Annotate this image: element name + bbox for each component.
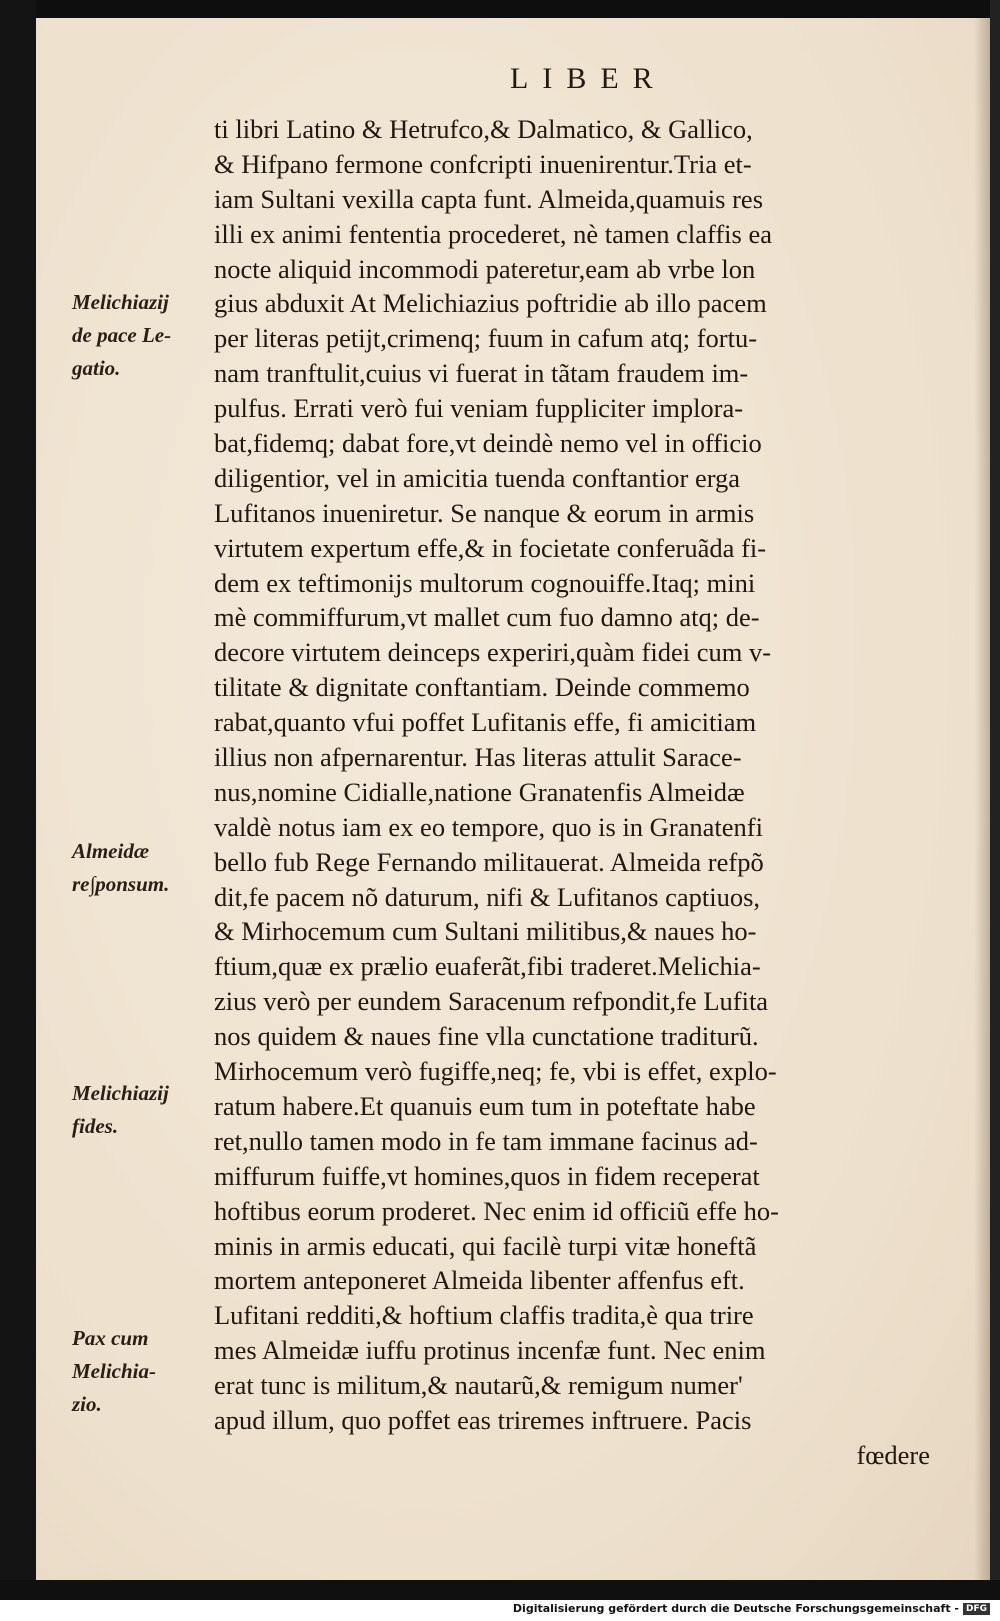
scan-border-bottom bbox=[0, 1580, 1000, 1600]
text-line: virtutem expertum effe,& in focietate conferuãda fi- bbox=[214, 532, 767, 563]
text-line: ti libri Latino & Hetrufco,& Dalmatico, & Gallico, bbox=[214, 114, 753, 144]
text-line: iam Sultani vexilla capta funt. Almeida,quamuis res bbox=[214, 183, 764, 214]
text-line: illi ex animi fententia procederet, nè tamen claffis ea bbox=[214, 218, 772, 249]
text-line: zius verò per eundem Saracenum refpondit,fe Lufita bbox=[214, 986, 769, 1017]
text-line: bello fub Rege Fernando militauerat. Almeida refpõ bbox=[214, 846, 764, 877]
page-edge-shadow bbox=[974, 18, 990, 1580]
text-line: mè commiffurum,vt mallet cum fuo damno atq; de- bbox=[214, 602, 760, 633]
text-line: Lufitanos inueniretur. Se nanque & eorum in armis bbox=[214, 497, 755, 528]
text-line: ftium,quæ ex prælio euaferãt,fibi traderet.Melichia- bbox=[214, 951, 761, 982]
text-line: Lufitani redditi,& hoftium claffis tradita,è qua trire bbox=[214, 1300, 754, 1331]
text-line: mortem anteponeret Almeida libenter affenfus eft. bbox=[214, 1265, 745, 1296]
text-line: rabat,quanto vfui poffet Lufitanis effe, fi amicitiam bbox=[214, 707, 757, 738]
text-line: per literas petijt,crimenq; fuum in cafum atq; fortu- bbox=[214, 323, 758, 354]
margin-note-line: de pace Le- bbox=[72, 323, 172, 347]
text-line: dem ex teftimonijs multorum cognouiffe.Itaq; mini bbox=[214, 567, 756, 598]
text-line: illius non afpernarentur. Has literas attulit Sarace- bbox=[214, 742, 742, 773]
text-line: nos quidem & naues fine vlla cunctatione traditurũ. bbox=[214, 1021, 759, 1052]
dfg-logo: DFG bbox=[963, 1603, 990, 1615]
text-line: minis in armis educati, qui facilè turpi vitæ honeftã bbox=[214, 1230, 757, 1261]
scan-border-top bbox=[0, 0, 1000, 18]
text-line: dit,fe pacem nõ daturum, nifi & Lufitanos captiuos, bbox=[214, 881, 761, 912]
text-line: nus,nomine Cidialle,natione Granatenfis Almeidæ bbox=[214, 776, 745, 807]
margin-note-line: re∫ponsum. bbox=[72, 872, 170, 896]
text-line: & Hifpano fermone confcripti inuenirentur.Tria et- bbox=[214, 148, 752, 179]
text-line: tilitate & dignitate conftantiam. Deinde commemo bbox=[214, 672, 750, 703]
text-line: apud illum, quo poffet eas triremes inftruere. Pacis bbox=[214, 1404, 752, 1435]
text-line: nocte aliquid incommodi pateretur,eam ab vrbe lon bbox=[214, 253, 756, 284]
margin-note-line: Melichia- bbox=[72, 1359, 156, 1383]
text-line: mes Almeidæ iuffu protinus incenfæ funt. Nec enim bbox=[214, 1335, 766, 1366]
scan-border-right bbox=[990, 0, 1000, 1600]
margin-note-line: gatio. bbox=[72, 356, 121, 380]
margin-note-pax bbox=[72, 1322, 212, 1421]
text-line: decore virtutem deinceps experiri,quàm fidei cum v- bbox=[214, 637, 772, 668]
running-head: LIBER bbox=[510, 62, 667, 95]
scan-border-left bbox=[0, 0, 36, 1600]
catchword: fœdere bbox=[856, 1439, 930, 1470]
text-line: Mirhocemum verò fugiffe,neq; fe, vbi is effet, explo- bbox=[214, 1056, 777, 1087]
digitization-credit-text: Digitalisierung gefördert durch die Deutsche Forschungsgemeinschaft - bbox=[512, 1602, 959, 1615]
text-line: erat tunc is militum,& nautarũ,& remigum numer' bbox=[214, 1370, 743, 1401]
digitization-credit bbox=[513, 1602, 990, 1615]
text-line: bat,fidemq; dabat fore,vt deindè nemo vel in officio bbox=[214, 428, 762, 459]
text-line: valdè notus iam ex eo tempore, quo is in Granatenfi bbox=[214, 811, 763, 842]
margin-note-line: Melichiazij bbox=[72, 1081, 169, 1105]
text-line: pulfus. Errati verò fui veniam fuppliciter implora- bbox=[214, 393, 744, 424]
text-line: nam tranftulit,cuius vi fuerat in tãtam fraudem im- bbox=[214, 358, 749, 389]
main-text-block bbox=[214, 112, 930, 1473]
margin-note-line: zio. bbox=[72, 1392, 102, 1416]
margin-note-line: fides. bbox=[72, 1114, 119, 1138]
text-line: diligentior, vel in amicitia tuenda conftantior erga bbox=[214, 462, 741, 493]
text-line: hoftibus eorum proderet. Nec enim id officiũ effe ho- bbox=[214, 1195, 779, 1226]
margin-note-responsum bbox=[72, 835, 212, 901]
text-line: miffurum fuiffe,vt homines,quos in fidem receperat bbox=[214, 1160, 760, 1191]
margin-note-line: Melichiazij bbox=[72, 290, 169, 314]
margin-note-legatio bbox=[72, 286, 212, 385]
text-line: ratum habere.Et quanuis eum tum in poteftate habe bbox=[214, 1090, 756, 1121]
margin-note-line: Pax cum bbox=[72, 1326, 149, 1350]
text-line: gius abduxit At Melichiazius poftridie ab illo pacem bbox=[214, 288, 767, 319]
text-line: & Mirhocemum cum Sultani militibus,& naues ho- bbox=[214, 916, 757, 947]
margin-note-line: Almeidæ bbox=[72, 839, 149, 863]
margin-note-fides bbox=[72, 1077, 212, 1143]
text-line: ret,nullo tamen modo in fe tam immane facinus ad- bbox=[214, 1125, 758, 1156]
